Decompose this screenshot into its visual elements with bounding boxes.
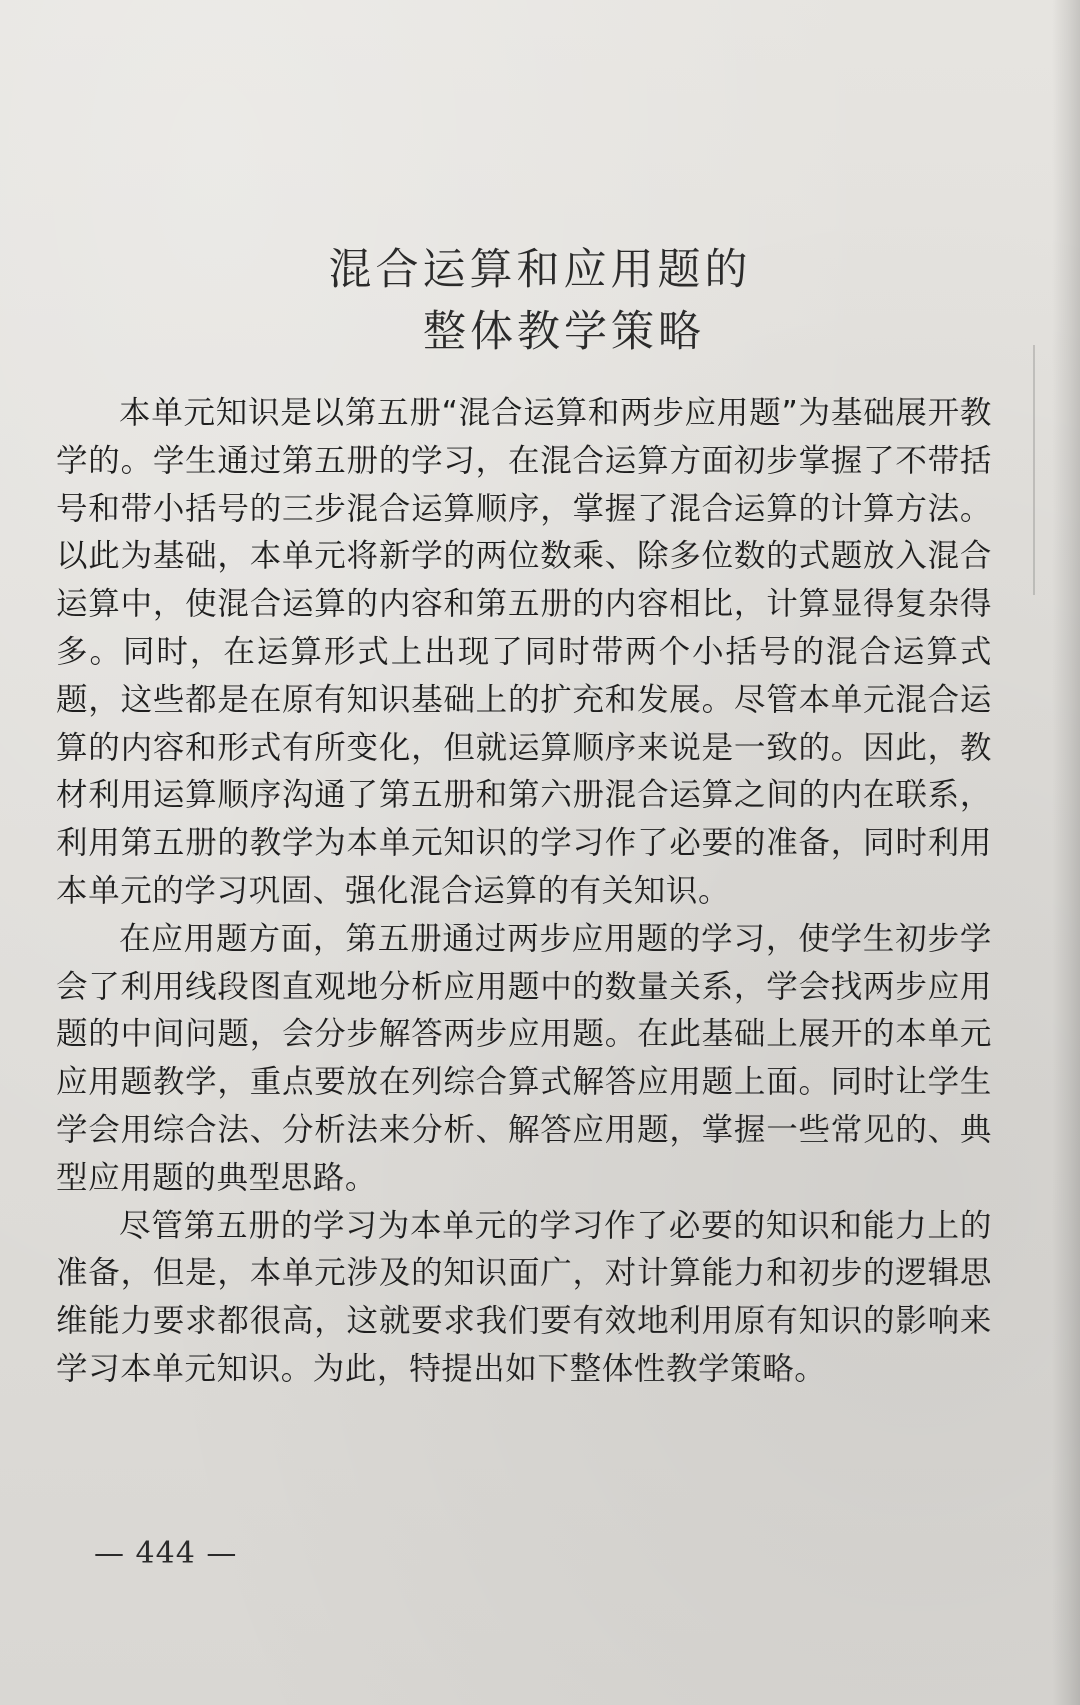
title-line-2: 整体教学策略 (423, 306, 705, 357)
paragraph-2: 在应用题方面，第五册通过两步应用题的学习，使学生初步学会了利用线段图直观地分析应用题中的数量关系，学会找两步应用题的中间问题，会分步解答两步应用题。在此基础上展开的本单元应用题教学，重点要放在列综合算式解答应用题上面。同时让学生学会用综合法、分析法来分析、解答应用题，掌握一些常见的、典型应用题的典型思路。 (56, 920, 992, 1196)
body-text (56, 390, 992, 1394)
page-number: — 444 — (94, 1536, 238, 1571)
page-title (0, 239, 1080, 363)
title-line-1: 混合运算和应用题的 (328, 244, 752, 295)
paragraph-3: 尽管第五册的学习为本单元的学习作了必要的知识和能力上的准备，但是，本单元涉及的知识面广，对计算能力和初步的逻辑思维能力要求都很高，这就要求我们要有效地利用原有知识的影响来学习本单元知识。为此，特提出如下整体性教学策略。 (56, 1207, 992, 1387)
paragraph-1: 本单元知识是以第五册“混合运算和两步应用题”为基础展开教学的。学生通过第五册的学习，在混合运算方面初步掌握了不带括号和带小括号的三步混合运算顺序，掌握了混合运算的计算方法。以此为基础，本单元将新学的两位数乘、除多位数的式题放入混合运算中，使混合运算的内容和第五册的内容相比，计算显得复杂得多。同时，在运算形式上出现了同时带两个小括号的混合运算式题，这些都是在原有知识基础上的扩充和发展。尽管本单元混合运算的内容和形式有所变化，但就运算顺序来说是一致的。因此，教材利用运算顺序沟通了第五册和第六册混合运算之间的内在联系，利用第五册的教学为本单元知识的学习作了必要的准备，同时利用本单元的学习巩固、强化混合运算的有关知识。 (56, 395, 992, 909)
bleed-through-rule (1033, 345, 1035, 595)
